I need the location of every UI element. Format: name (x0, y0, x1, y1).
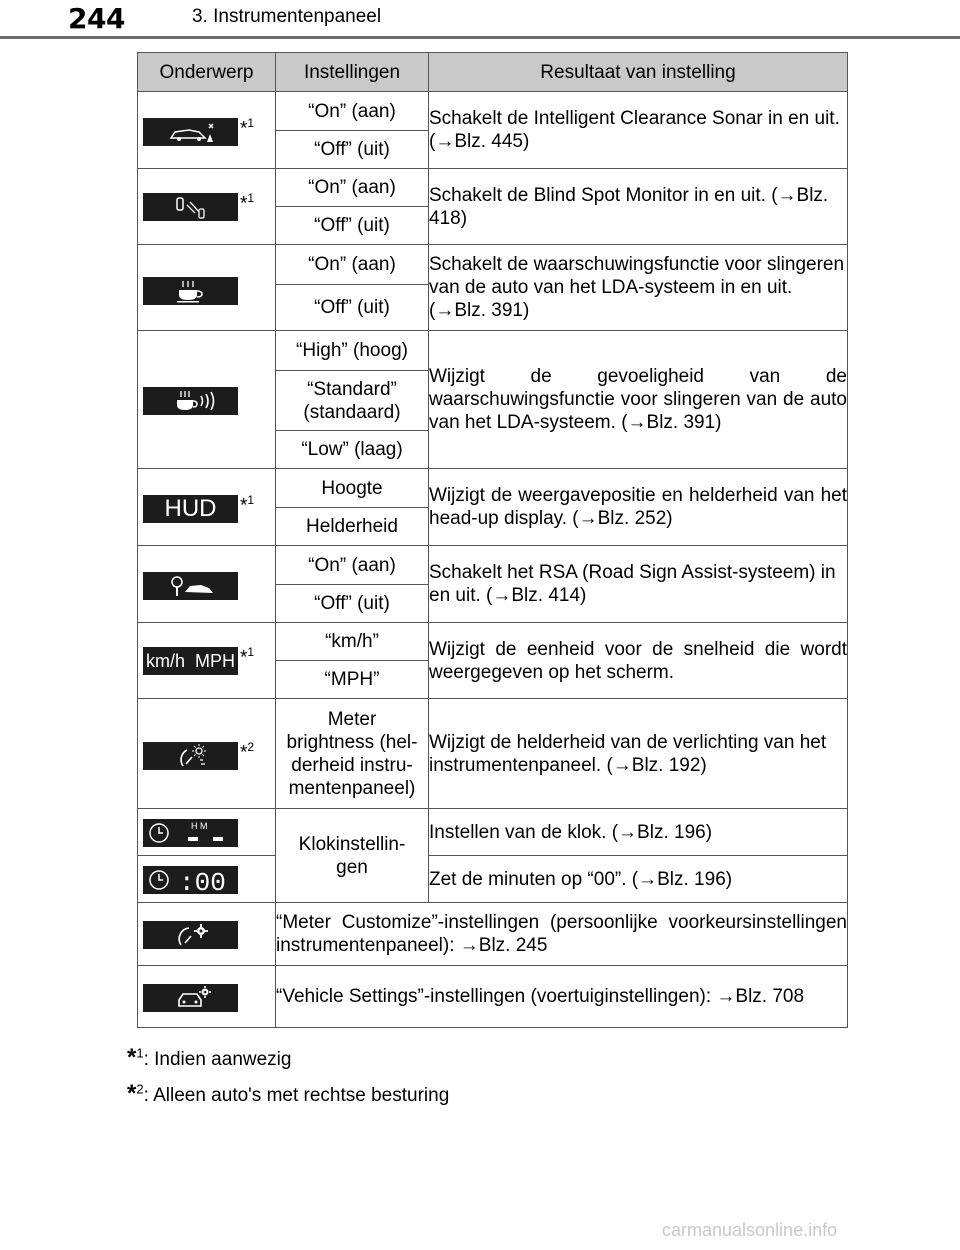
result-text: Wijzigt de gevoeligheid van de waarschuwingsfunctie voor slingeren van de auto van het LDA-systeem. (→Blz. 391) (429, 331, 848, 469)
setting-value: “On” (aan) (276, 546, 429, 585)
page-number: 244 (68, 2, 125, 35)
subject-cell (138, 856, 276, 903)
subject-cell (138, 966, 276, 1028)
table-row (138, 809, 848, 856)
table-row (138, 699, 848, 809)
result-text: Wijzigt de helderheid van de verlichting van het instrumentenpaneel. (→Blz. 192) (429, 699, 848, 809)
setting-value: “Off” (uit) (276, 285, 429, 331)
subject-cell (138, 92, 276, 169)
subject-cell (138, 809, 276, 856)
column-header: Resultaat van instelling (429, 53, 848, 92)
setting-value: “On” (aan) (276, 245, 429, 285)
meter-brightness-icon (143, 742, 238, 770)
setting-value: Meter brightness (hel- derheid instru- mentenpaneel) (276, 699, 429, 809)
setting-value: Helderheid (276, 508, 429, 546)
subject-cell (138, 245, 276, 331)
header-rule (0, 36, 960, 39)
setting-value: “High” (hoog) (276, 331, 429, 371)
subject-cell (138, 623, 276, 699)
setting-value: Klokinstellin- gen (276, 809, 429, 903)
hud-icon: HUD (143, 495, 238, 523)
column-header: Onderwerp (138, 53, 276, 92)
result-text: “Meter Customize”-instellingen (persoonlijke voorkeursinstellingen instrumentenpaneel): →Blz. 245 (276, 903, 848, 966)
setting-value: “On” (aan) (276, 92, 429, 131)
coffee-cup-sensitivity-icon (143, 387, 238, 415)
road-sign-assist-icon (143, 572, 238, 600)
result-text: Zet de minuten op “00”. (→Blz. 196) (429, 856, 848, 903)
svg-text:H M: H M (191, 821, 208, 831)
setting-value: “Off” (uit) (276, 585, 429, 623)
subject-cell (138, 469, 276, 546)
page-header (0, 0, 960, 40)
result-text: Instellen van de klok. (→Blz. 196) (429, 809, 848, 856)
column-header: Instellingen (276, 53, 429, 92)
setting-value: “MPH” (276, 661, 429, 699)
blind-spot-monitor-icon (143, 193, 238, 221)
clock-zero-icon (143, 866, 238, 894)
svg-text::00: :00 (179, 868, 226, 894)
table-header-row (138, 53, 848, 92)
setting-value: “Off” (uit) (276, 131, 429, 169)
speed-unit-icon: km/h MPH (143, 647, 238, 675)
table-row (138, 245, 848, 285)
setting-value: “On” (aan) (276, 169, 429, 207)
table-row (138, 331, 848, 371)
vehicle-settings-icon (143, 984, 238, 1012)
table-row (138, 903, 848, 966)
footnote-mark: *$^1$ (240, 645, 255, 669)
result-text: Schakelt de Blind Spot Monitor in en uit. (→Blz. 418) (429, 169, 848, 245)
subject-cell (138, 903, 276, 966)
footnote-mark: *$^1$ (240, 191, 255, 215)
setting-value: “km/h” (276, 623, 429, 661)
subject-cell (138, 546, 276, 623)
table-row (138, 92, 848, 131)
footnote: *$^2$: Alleen auto's met rechtse besturing (127, 1080, 450, 1107)
footnote: *$^1$: Indien aanwezig (127, 1044, 292, 1071)
table-row (138, 623, 848, 661)
clock-hm-icon (143, 819, 238, 847)
result-text: “Vehicle Settings”-instellingen (voertuiginstellingen): →Blz. 708 (276, 966, 848, 1028)
footnote-mark: *$^1$ (240, 493, 255, 517)
footnote-mark: *$^1$ (240, 116, 255, 140)
settings-table (137, 52, 848, 1028)
setting-value: “Off” (uit) (276, 207, 429, 245)
table-row (138, 966, 848, 1028)
subject-cell (138, 331, 276, 469)
setting-value: Hoogte (276, 469, 429, 508)
table-row (138, 546, 848, 585)
table-row (138, 169, 848, 207)
watermark: carmanualsonline.info (662, 1220, 838, 1240)
coffee-cup-icon (143, 277, 238, 305)
setting-value: “Standard” (standaard) (276, 371, 429, 431)
subject-cell (138, 699, 276, 809)
result-text: Wijzigt de weergavepositie en helderheid van het head-up display. (→Blz. 252) (429, 469, 848, 546)
result-text: Schakelt het RSA (Road Sign Assist-systeem) in en uit. (→Blz. 414) (429, 546, 848, 623)
footnote-mark: *$^2$ (240, 740, 255, 764)
clearance-sonar-icon (143, 118, 238, 146)
section-title: 3. Instrumentenpaneel (192, 6, 382, 27)
result-text: Schakelt de waarschuwingsfunctie voor slingeren van de auto van het LDA-systeem in en uit. (→Blz. 391) (429, 245, 848, 331)
setting-value: “Low” (laag) (276, 431, 429, 469)
meter-customize-icon (143, 921, 238, 949)
result-text: Wijzigt de eenheid voor de snelheid die wordt weergegeven op het scherm. (429, 623, 848, 699)
table-row (138, 856, 848, 903)
subject-cell (138, 169, 276, 245)
result-text: Schakelt de Intelligent Clearance Sonar in en uit. (→Blz. 445) (429, 92, 848, 169)
table-row (138, 469, 848, 508)
